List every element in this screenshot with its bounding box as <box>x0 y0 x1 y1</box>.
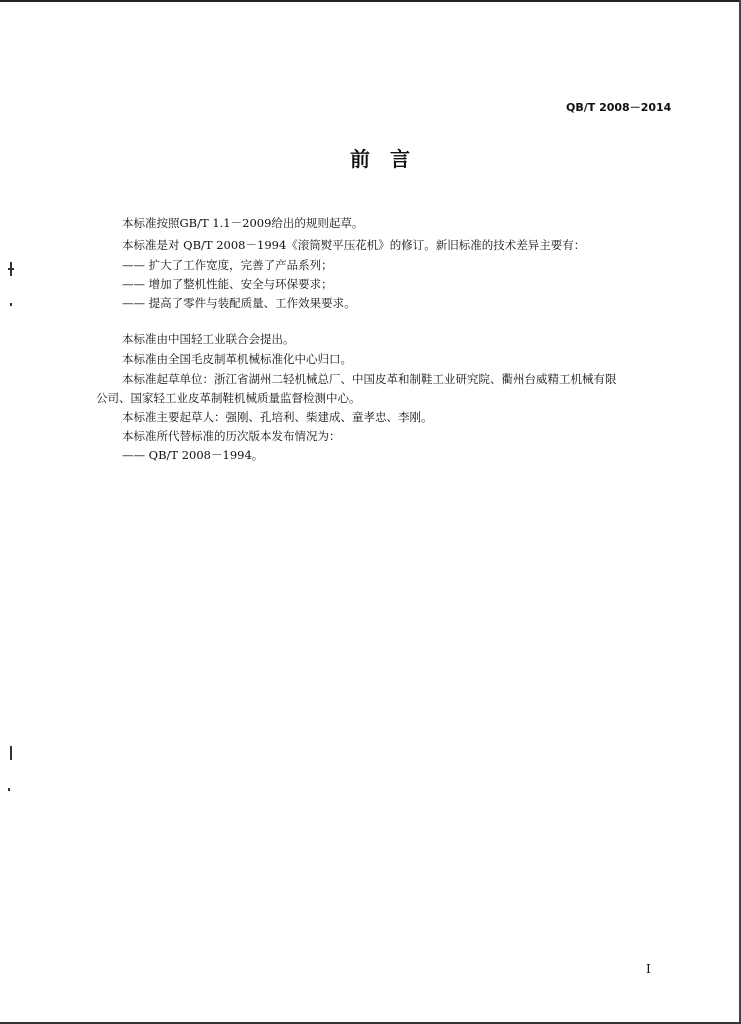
paragraph-drafting-units-cont: 公司、国家轻工业皮革制鞋机械质量监督检测中心。 <box>96 391 361 405</box>
scan-mark <box>8 788 10 791</box>
page-number: I <box>646 962 651 976</box>
paragraph-drafting-rule: 本标准按照GB/T 1.1－2009给出的规则起草。 <box>122 216 364 230</box>
scan-mark <box>8 268 14 270</box>
list-item: —— 扩大了工作宽度，完善了产品系列； <box>122 258 333 272</box>
paragraph-drafting-units: 本标准起草单位：浙江省湖州二轻机械总厂、中国皮革和制鞋工业研究院、衢州台威精工机械有限 <box>122 372 617 386</box>
paragraph-history: 本标准所代替标准的历次版本发布情况为： <box>122 429 341 443</box>
standard-code: QB/T 2008－2014 <box>566 101 672 114</box>
list-item: —— QB/T 2008－1994。 <box>122 448 264 462</box>
paragraph-drafters: 本标准主要起草人：强刚、孔培利、柴建成、童孝忠、李刚。 <box>122 410 433 424</box>
list-item: —— 提高了零件与装配质量、工作效果要求。 <box>122 296 356 310</box>
paragraph-centralized: 本标准由全国毛皮制革机械标准化中心归口。 <box>122 352 352 366</box>
page-border-top <box>0 0 741 2</box>
paragraph-proposer: 本标准由中国轻工业联合会提出。 <box>122 332 295 346</box>
list-item: —— 增加了整机性能、安全与环保要求； <box>122 277 333 291</box>
scan-mark <box>10 303 12 306</box>
page-title: 前言 <box>350 147 430 171</box>
paragraph-revision-note: 本标准是对 QB/T 2008－1994《滚筒熨平压花机》的修订。新旧标准的技术差异主要有： <box>122 238 586 252</box>
scan-mark <box>10 746 12 760</box>
